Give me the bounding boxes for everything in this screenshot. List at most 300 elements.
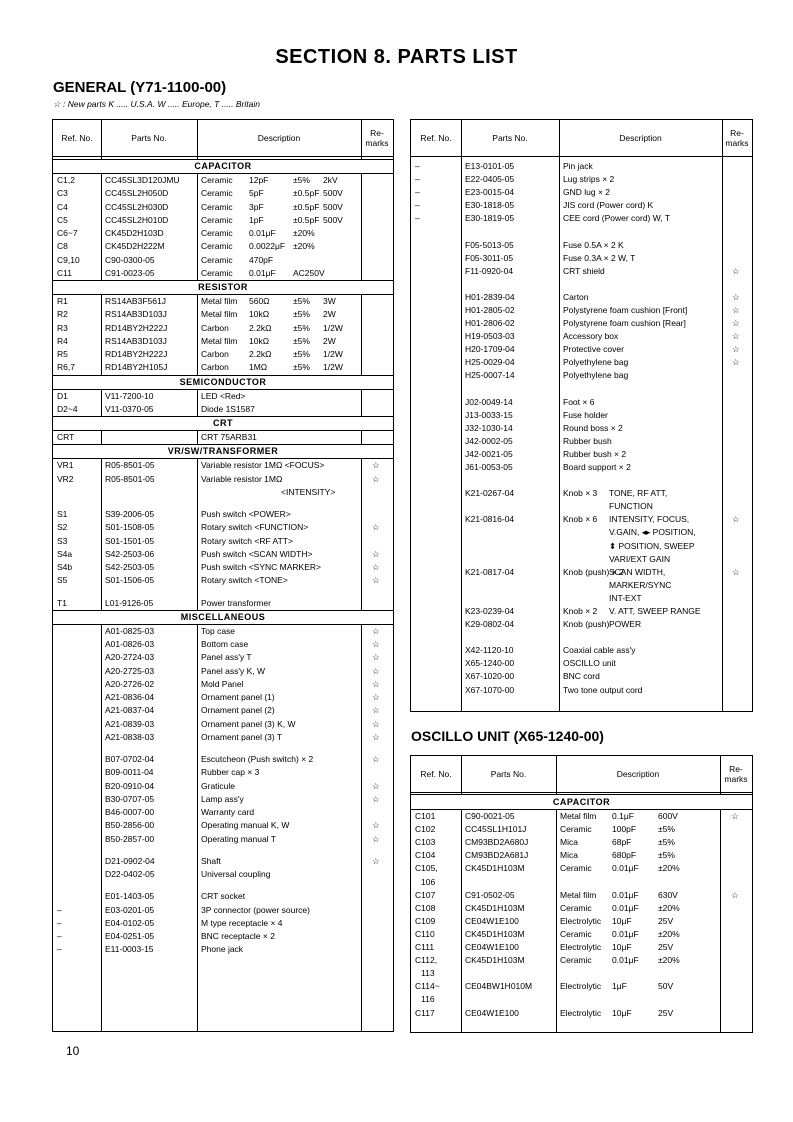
ref-no: C110 [415,928,435,939]
ref-no: – [57,944,62,955]
description-text: 1MΩ [249,362,268,373]
new-part-star-icon: ☆ [372,705,380,716]
parts-row [53,868,393,881]
parts-no: RD14BY2H222J [105,349,168,359]
description-text: ±20% [293,228,315,238]
ref-no: 113 [421,968,435,979]
parts-no: B20-0910-04 [105,780,155,791]
ref-no: C117 [415,1007,435,1018]
ref-no: C8 [57,241,68,252]
parts-row [411,967,752,980]
parts-no: CE04BW1H010M [465,981,533,992]
ref-no: C102 [415,824,436,835]
description-text: Ceramic [201,228,233,238]
parts-no: V11-0370-05 [105,403,154,414]
description-text: Pin jack [563,161,593,171]
description-text: Carbon [201,322,229,333]
description-text: Ceramic [560,902,592,913]
ref-no: R2 [57,309,68,320]
description-text: MARKER/SYNC [609,579,672,590]
parts-no: RD14BY2H105J [105,362,168,373]
description-text: POWER [609,619,642,630]
parts-no: A21-0839-03 [105,718,155,729]
parts-row [53,361,393,374]
parts-no: CE04W1E100 [465,1007,519,1018]
description-text: Panel ass'y K, W [201,665,265,676]
description-text: Board support × 2 [563,462,631,472]
description-text: 1pF [249,214,264,225]
ref-no: R6,7 [57,362,75,373]
description-text: Knob × 2 [563,606,598,616]
ref-no: VR1 [57,460,74,471]
parts-row [411,553,752,566]
parts-no: A20-2725-03 [105,665,155,676]
parts-row [53,651,393,664]
parts-row [53,561,393,574]
description-text: Bottom case [201,639,249,649]
ref-no: C3 [57,188,68,199]
description-text: Metal film [560,811,597,821]
parts-no: S39-2006-05 [105,509,155,519]
new-part-star-icon: ☆ [372,562,380,572]
description-text: Protective cover [563,344,624,355]
description-text: SCAN WIDTH, [609,566,666,577]
parts-row [53,521,393,534]
description-text: Ornament panel (3) T [201,731,283,742]
description-text: VARI/EXT GAIN [609,553,671,564]
parts-row [411,684,752,697]
parts-row [53,174,393,187]
ref-no: R1 [57,296,68,306]
description-text: 0.01μF [612,902,639,913]
description-header: Description [257,133,301,143]
parts-no: CM93BD2A680J [465,837,529,848]
description-text: ±5% [293,309,310,320]
description-text: AC250V [293,267,325,278]
parts-row [53,819,393,832]
description-text: Knob × 6 [563,514,598,525]
parts-row [53,855,393,868]
parts-no: X65-1240-00 [465,658,515,669]
parts-no: F11-0920-04 [465,265,514,276]
description-text: ±0.5pF [293,214,320,225]
parts-no: D22-0402-05 [105,869,155,879]
parts-no: J42-0002-05 [465,435,513,446]
description-text: Electrolytic [560,981,602,992]
description-text: Ceramic [560,928,592,939]
description-text: 0.01μF [612,955,639,966]
new-part-star-icon: ☆ [372,718,380,729]
parts-no: CC45SL2H030D [105,201,169,212]
description-text: CEE cord (Power cord) W, T [563,213,671,224]
description-text: ±5% [293,296,310,306]
description-text: 2.2kΩ [249,349,272,359]
description-text: ±20% [658,902,680,913]
new-part-star-icon: ☆ [732,265,740,276]
ref-no: C11 [57,267,72,278]
description-text: Accessory box [563,331,619,342]
parts-row [411,252,752,265]
new-part-star-icon: ☆ [372,754,380,764]
ref-no: S1 [57,509,68,519]
new-part-star-icon: ☆ [731,889,739,900]
parts-no: K21-0816-04 [465,514,515,525]
description-text: LED <Red> [201,390,246,401]
parts-row [53,201,393,214]
parts-no: A21-0836-04 [105,692,155,702]
ref-no: S4b [57,562,73,572]
description-text: ⬍ POSITION, SWEEP [609,540,695,551]
parts-no-header: Parts No. [131,133,167,143]
description-text: 2W [323,309,336,320]
description-text: Rubber cap × 3 [201,767,260,778]
description-text: Mold Panel [201,678,244,689]
ref-no: C6~7 [57,228,78,238]
description-text: Escutcheon (Push switch) × 2 [201,754,314,764]
ref-no: C114~ [415,981,440,992]
parts-row [411,173,752,186]
parts-row [53,403,393,416]
description-text: Polystyrene foam cushion [Rear] [563,318,686,328]
description-text: 1μF [612,981,627,992]
description-text: Polyethylene bag [563,370,629,381]
description-text: Push switch <SCAN WIDTH> [201,548,313,559]
description-text: Carton [563,291,589,302]
new-part-star-icon: ☆ [732,357,740,368]
new-part-star-icon: ☆ [731,811,739,821]
parts-row [411,566,752,579]
parts-row [411,186,752,199]
parts-no: K23-0239-04 [465,606,515,616]
general-parts-table-right [410,119,753,712]
parts-row [53,678,393,691]
description-text: 100pF [612,824,637,835]
description-text: Ceramic [201,214,233,225]
parts-row [53,793,393,806]
parts-no: E13-0101-05 [465,161,515,171]
description-text: Electrolytic [560,942,602,952]
parts-row [53,535,393,548]
ref-no: S5 [57,575,68,586]
parts-no: J61-0053-05 [465,462,513,472]
parts-row [53,227,393,240]
ref-no: – [57,917,62,928]
parts-no: CE04W1E100 [465,942,519,952]
description-text: 0.01μF [612,928,639,939]
parts-no-header: Parts No. [492,133,528,143]
new-part-star-icon: ☆ [372,692,380,702]
parts-no: E04-0251-05 [105,931,155,941]
description-text: TONE, RF ATT, [609,488,668,499]
description-text: Ceramic [560,863,592,874]
new-part-star-icon: ☆ [732,291,740,302]
parts-row [411,330,752,343]
description-text: Ceramic [201,267,233,278]
ref-no: CRT [57,432,75,442]
parts-row [411,461,752,474]
section-header: CAPACITOR [53,159,393,174]
description-text: Carbon [201,349,229,359]
parts-row [411,343,752,356]
parts-no: RS14AB3D103J [105,309,167,320]
description-text: Rubber bush [563,435,612,446]
parts-row [53,625,393,638]
description-text: CRT 75ARB31 [201,432,257,442]
ref-no: C101 [415,811,436,821]
parts-no: CK45D1H103M [465,955,525,966]
ref-no: – [415,200,420,211]
parts-row [411,889,752,902]
ref-no: C103 [415,837,436,848]
description-text: 470pF [249,254,274,265]
new-part-star-icon: ☆ [372,639,380,649]
parts-no: C90-0300-05 [105,254,155,265]
ref-no: C111 [415,942,435,952]
description-text: Ceramic [560,824,592,835]
description-text: ±5% [293,322,310,333]
ref-no: C105, [415,863,438,874]
parts-row [53,753,393,766]
parts-row [53,508,393,521]
parts-no: S42-2503-06 [105,548,155,559]
description-text: JIS cord (Power cord) K [563,200,654,211]
description-text: Electrolytic [560,1007,602,1018]
parts-no: E04-0102-05 [105,917,155,928]
parts-row [411,941,752,954]
description-text: Push switch <SYNC MARKER> [201,562,321,572]
parts-row [53,267,393,280]
parts-row [53,548,393,561]
parts-row [411,487,752,500]
ref-no: C104 [415,850,436,861]
description-text: ±5% [658,850,675,861]
ref-no: S4a [57,548,73,559]
parts-no: CC45SL2H050D [105,188,169,199]
description-text: OSCILLO unit [563,658,616,669]
description-text: 3pF [249,201,264,212]
description-text: CRT shield [563,265,605,276]
description-text: Knob × 3 [563,488,598,499]
ref-no: – [415,213,420,224]
parts-no: E01-1403-05 [105,891,155,902]
description-text: Coaxial cable ass'y [563,645,636,656]
new-part-star-icon: ☆ [372,522,380,533]
description-text: Ceramic [201,241,233,252]
description-text: ±20% [658,928,680,939]
parts-row [411,396,752,409]
parts-no: E30-1819-05 [465,213,515,224]
parts-row [411,160,752,173]
parts-no: S01-1501-05 [105,535,155,546]
description-text: Ornament panel (2) [201,705,275,716]
parts-row [53,335,393,348]
parts-no: S42-2503-05 [105,562,155,572]
description-text: Top case [201,625,236,636]
parts-no: RS14AB3F561J [105,296,166,306]
parts-row [411,980,752,993]
description-text: 5pF [249,188,264,199]
description-text: Shaft [201,855,221,866]
new-part-star-icon: ☆ [372,575,380,586]
parts-no: R05-8501-05 [105,473,155,484]
parts-row [53,665,393,678]
parts-row [411,823,752,836]
description-text: 25V [658,942,674,952]
parts-no: A21-0838-03 [105,731,155,742]
parts-no: H01-2839-04 [465,291,515,302]
parts-no: B50-2857-00 [105,833,155,844]
description-text: 12pF [249,175,269,185]
description-text: 600V [658,811,678,821]
description-text: 3W [323,296,336,306]
parts-no: K21-0267-04 [465,488,515,499]
new-part-star-icon: ☆ [372,548,380,559]
description-text: 1/2W [323,362,343,373]
parts-row [53,890,393,903]
description-text: Ceramic [201,254,233,265]
description-text: Polyethylene bag [563,357,629,368]
description-text: ±0.5pF [293,188,320,199]
parts-row [411,409,752,422]
ref-no: R3 [57,322,68,333]
parts-no: CK45D2H103D [105,228,164,238]
description-text: 10μF [612,1007,632,1018]
parts-row [53,904,393,917]
description-text: Push switch <POWER> [201,509,291,519]
parts-row [411,212,752,225]
description-text: Carbon [201,362,229,373]
parts-row [53,348,393,361]
description-text: Polystyrene foam cushion [Front] [563,304,688,315]
parts-no: E23-0015-04 [465,187,515,198]
new-part-star-icon: ☆ [372,780,380,791]
parts-row [53,917,393,930]
parts-no: S01-1508-05 [105,522,155,533]
description-text: ±20% [293,241,315,252]
description-text: Foot × 6 [563,396,595,407]
description-text: V. ATT, SWEEP RANGE [609,606,701,616]
description-text: M type receptacle × 4 [201,917,283,928]
parts-row [411,836,752,849]
parts-no: CK45D1H103M [465,863,525,874]
parts-row [411,526,752,539]
parts-no: CC45SL2H010D [105,214,169,225]
oscillo-unit-heading: OSCILLO UNIT (X65-1240-00) [411,728,604,744]
new-part-star-icon: ☆ [372,833,380,844]
parts-row [53,943,393,956]
description-text: 680pF [612,850,637,861]
description-text: Ceramic [201,175,233,185]
parts-row [411,369,752,382]
description-text: Rubber bush × 2 [563,448,627,459]
parts-no: J02-0049-14 [465,396,513,407]
description-text: Two tone output cord [563,684,643,695]
parts-no: CC45SL1H101J [465,824,527,835]
description-text: Rotary switch <FUNCTION> [201,522,309,533]
description-text: Lug strips × 2 [563,174,615,185]
description-text: ±5% [658,824,675,835]
parts-no: J32-1030-14 [465,422,513,433]
description-text: Variable resistor 1MΩ <FOCUS> [201,460,325,471]
parts-row [411,540,752,553]
parts-row [411,862,752,875]
parts-row [53,780,393,793]
ref-no: C109 [415,915,436,926]
parts-row [53,597,393,610]
description-text: Knob (push) [563,619,610,630]
description-text: Operating manual T [201,833,276,844]
parts-row [53,214,393,227]
description-text: Knob (push) × 2 [563,566,624,577]
parts-row [411,876,752,889]
parts-row [411,928,752,941]
parts-no: C90-0021-05 [465,811,515,821]
description-text: Mica [560,850,578,861]
parts-row [411,317,752,330]
ref-no-header: Ref. No. [420,133,452,143]
ref-no: 116 [421,994,435,1005]
description-text: 0.01μF [612,863,639,874]
parts-no: B50-2856-00 [105,820,155,831]
general-heading: GENERAL (Y71-1100-00) [53,79,227,96]
parts-row [411,592,752,605]
parts-no: RD14BY2H222J [105,322,168,333]
parts-no: V11-7200-10 [105,390,154,401]
section-header: RESISTOR [53,280,393,295]
page-number: 10 [66,1044,80,1058]
new-part-star-icon: ☆ [372,460,380,471]
parts-row [411,618,752,631]
parts-no: J13-0033-15 [465,409,513,420]
parts-row [411,422,752,435]
parts-no: X67-1070-00 [465,684,515,695]
new-part-star-icon: ☆ [372,678,380,689]
parts-no: F05-5013-05 [465,239,514,250]
description-text: Graticule [201,780,236,791]
description-text: Warranty card [201,807,255,817]
parts-no: A20-2724-03 [105,652,155,663]
new-part-star-icon: ☆ [732,566,740,577]
description-text: 500V [323,188,343,199]
new-part-star-icon: ☆ [372,855,380,866]
parts-no: CE04W1E100 [465,915,519,926]
new-part-star-icon: ☆ [372,473,380,484]
parts-row [53,486,393,499]
parts-row [411,902,752,915]
description-text: Electrolytic [560,915,602,926]
description-text: ±5% [293,362,310,373]
description-text: Round boss × 2 [563,422,623,433]
parts-row [411,670,752,683]
description-text: 10kΩ [249,309,270,320]
ref-no: – [57,904,62,915]
description-text: 500V [323,214,343,225]
description-text: 0.01μF [249,267,276,278]
parts-no: S01-1506-05 [105,575,155,586]
description-text: ±5% [293,175,310,185]
new-part-star-icon: ☆ [732,514,740,525]
ref-no: R5 [57,349,68,359]
parts-no: CC45SL3D120JMU [105,175,180,185]
ref-no: C4 [57,201,68,212]
parts-no: H01-2806-02 [465,318,515,328]
parts-no: A01-0826-03 [105,639,155,649]
description-text: Power transformer [201,597,271,608]
description-text: BNC cord [563,671,600,682]
description-text: Fuse 0.3A × 2 W, T [563,252,636,263]
description-text: 2kV [323,175,338,185]
parts-row [53,473,393,486]
